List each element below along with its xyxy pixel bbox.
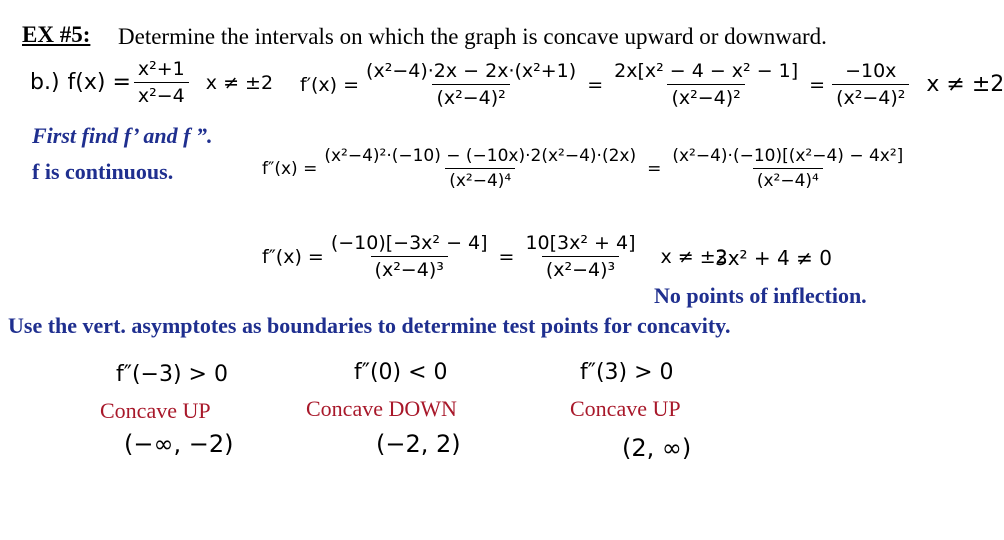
equals-sign: = <box>498 245 515 268</box>
fp-condition: x ≠ ±2 <box>926 72 1004 97</box>
fpp-denominator-1: (x²−4)⁴ <box>445 168 515 191</box>
second-derivative-step-2 <box>262 232 728 281</box>
page-title: Determine the intervals on which the graph is concave upward or downward. <box>118 24 827 49</box>
function-definition <box>30 58 273 107</box>
fp-denominator-1: (x²−4)² <box>432 84 509 109</box>
equals-sign: = <box>587 73 604 96</box>
fpp-lhs: f″(x) = <box>262 245 324 268</box>
test-point-2: f″(0) < 0 <box>354 360 448 385</box>
fpp-numerator-4: 10[3x² + 4] <box>525 232 636 254</box>
nonzero-statement: 3x² + 4 ≠ 0 <box>715 246 832 270</box>
f-lhs: f(x) = <box>67 70 131 95</box>
fpp-fraction-1 <box>320 146 640 191</box>
fpp-fraction-4 <box>521 232 639 281</box>
first-derivative <box>300 60 1004 109</box>
fpp-numerator-3: (−10)[−3x² − 4] <box>330 232 488 254</box>
example-label: EX #5: <box>22 22 91 47</box>
fpp-numerator-1: (x²−4)²·(−10) − (−10x)·2(x²−4)·(2x) <box>324 146 637 166</box>
fpp-denominator-4: (x²−4)³ <box>542 256 619 281</box>
equals-sign: = <box>647 158 662 179</box>
part-label: b.) <box>30 70 60 95</box>
fpp-fraction-3 <box>327 232 492 281</box>
fpp-denominator-2: (x²−4)⁴ <box>753 168 823 191</box>
second-derivative-step-1 <box>262 146 910 191</box>
concavity-result-2: Concave DOWN <box>306 396 457 421</box>
interval-3: (2, ∞) <box>622 434 692 462</box>
concavity-result-3: Concave UP <box>570 396 681 421</box>
fp-fraction-1 <box>362 60 580 109</box>
fpp-condition: x ≠ ±2 <box>660 245 728 268</box>
f-condition: x ≠ ±2 <box>205 71 274 94</box>
test-point-1: f″(−3) > 0 <box>116 362 228 387</box>
fp-numerator-2: 2x[x² − 4 − x² − 1] <box>614 60 799 82</box>
fp-numerator-3: −10x <box>845 60 897 82</box>
interval-1: (−∞, −2) <box>124 430 234 458</box>
f-denominator: x²−4 <box>134 82 189 107</box>
no-inflection-note: No points of inflection. <box>654 283 867 308</box>
fp-denominator-2: (x²−4)² <box>667 84 744 109</box>
fp-fraction-3 <box>832 60 909 109</box>
fpp-denominator-3: (x²−4)³ <box>371 256 448 281</box>
fpp-lhs: f″(x) = <box>262 158 318 179</box>
fp-fraction-2 <box>610 60 802 109</box>
asymptote-note: Use the vert. asymptotes as boundaries to determine test points for concavity. <box>8 313 731 338</box>
fp-lhs: f′(x) = <box>300 73 360 96</box>
fp-denominator-3: (x²−4)² <box>832 84 909 109</box>
fpp-numerator-2: (x²−4)·(−10)[(x²−4) − 4x²] <box>672 146 904 166</box>
fpp-fraction-2 <box>668 146 907 191</box>
f-fraction <box>134 58 189 107</box>
step-note-2: f is continuous. <box>32 159 174 184</box>
test-point-3: f″(3) > 0 <box>580 360 674 385</box>
step-note-1: First find f’ and f ”. <box>32 123 213 148</box>
fp-numerator-1: (x²−4)·2x − 2x·(x²+1) <box>366 60 577 82</box>
interval-2: (−2, 2) <box>376 430 461 458</box>
equals-sign: = <box>809 73 826 96</box>
f-numerator: x²+1 <box>137 58 185 80</box>
concavity-result-1: Concave UP <box>100 398 211 423</box>
